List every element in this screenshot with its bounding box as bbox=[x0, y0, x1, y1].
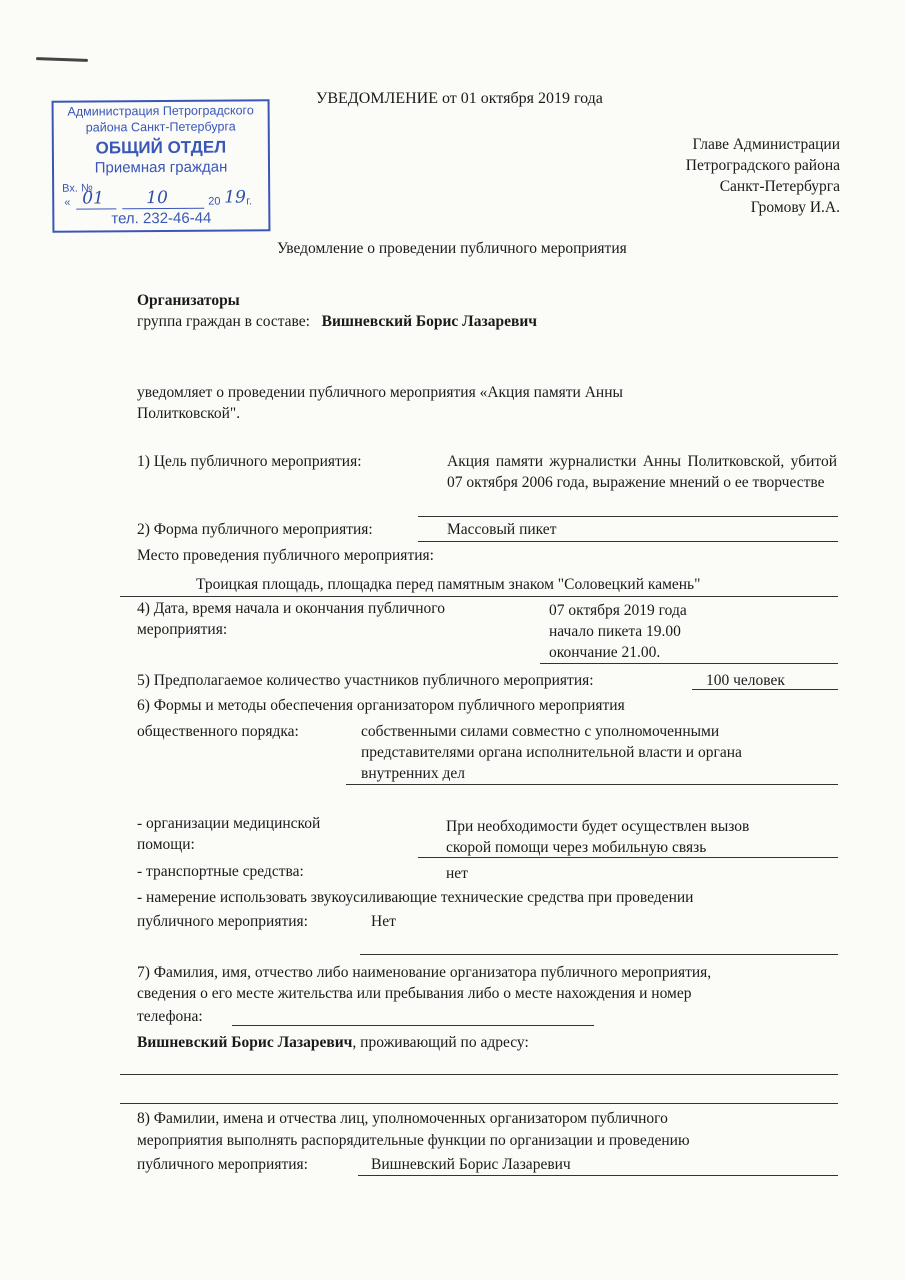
date-label-line1: 4) Дата, время начала и окончания публичного bbox=[137, 600, 445, 617]
sound-label-line1: - намерение использовать звукоусиливающие технические средства при проведении bbox=[137, 889, 694, 906]
authorized-value: Вишневский Борис Лазаревич bbox=[371, 1156, 571, 1173]
organizer-name: Вишневский Борис Лазаревич bbox=[137, 1034, 353, 1051]
count-label: 5) Предполагаемое количество участников публичного мероприятия: bbox=[137, 672, 594, 689]
organizer-address bbox=[137, 1032, 529, 1053]
organizer-label-line1: 7) Фамилия, имя, отчество либо наименование организатора публичного мероприятия, bbox=[137, 964, 712, 981]
methods-label: 6) Формы и методы обеспечения организатором публичного мероприятия bbox=[137, 697, 625, 714]
stamp-subtitle: Приемная граждан bbox=[94, 158, 228, 177]
stamp-year-prefix: 20 bbox=[208, 195, 221, 208]
form-value: Массовый пикет bbox=[447, 521, 557, 538]
stamp-title: ОБЩИЙ ОТДЕЛ bbox=[95, 137, 227, 158]
order-value-line3: внутренних дел bbox=[361, 765, 465, 782]
medical-underline bbox=[418, 857, 838, 858]
date-label-line2: мероприятия: bbox=[137, 621, 228, 638]
intro-line2: Политковской". bbox=[137, 405, 241, 422]
place-label: Место проведения публичного мероприятия: bbox=[137, 547, 434, 564]
purpose-value: Акция памяти журналистки Анны Политковской, убитой 07 октября 2006 года, выражение мнений о ее творчестве bbox=[447, 453, 837, 491]
stamp-line2: района Санкт-Петербурга bbox=[85, 119, 236, 135]
order-value-line1: собственными силами совместно с уполномоченными bbox=[361, 723, 720, 740]
form-label: 2) Форма публичного мероприятия: bbox=[137, 521, 373, 538]
organizers-heading: Организаторы bbox=[137, 292, 240, 309]
medical-value-line1: При необходимости будет осуществлен вызов bbox=[446, 818, 750, 835]
form-underline bbox=[418, 541, 838, 542]
addressee-line3: Санкт-Петербурга bbox=[719, 178, 840, 195]
order-label: общественного порядка: bbox=[137, 723, 299, 740]
organizers-group-name: Вишневский Борис Лазаревич bbox=[321, 313, 538, 330]
date-value-line2: начало пикета 19.00 bbox=[549, 623, 681, 640]
transport-value: нет bbox=[446, 865, 468, 882]
order-underline bbox=[346, 784, 838, 785]
intro-line1: уведомляет о проведении публичного мероприятия «Акция памяти Анны bbox=[137, 384, 623, 401]
sound-label-line2: публичного мероприятия: bbox=[137, 913, 308, 930]
date-value-line1: 07 октября 2019 года bbox=[549, 602, 687, 619]
date-value-line3: окончание 21.00. bbox=[549, 644, 661, 661]
order-value-line2: представителями органа исполнительной власти и органа bbox=[361, 744, 742, 761]
authorized-label-line2: мероприятия выполнять распорядительные функции по организации и проведению bbox=[137, 1132, 690, 1149]
organizer-label-line2: сведения о его месте жительства или пребывания либо о месте нахождения и номер bbox=[137, 985, 692, 1002]
organizers-group-label: группа граждан в составе: bbox=[137, 313, 310, 330]
stamp-month: 10 bbox=[146, 187, 168, 209]
organizer-address-underline-1 bbox=[120, 1074, 838, 1075]
stamp-line1: Администрация Петроградского bbox=[67, 103, 254, 119]
stamp-phone: тел. 232-46-44 bbox=[111, 209, 212, 228]
place-value: Троицкая площадь, площадка перед памятным знаком "Соловецкий камень" bbox=[196, 576, 701, 593]
organizer-label-line3: телефона: bbox=[137, 1008, 203, 1025]
stamp-incoming-label: Вх. № bbox=[62, 182, 93, 195]
place-underline bbox=[120, 596, 838, 597]
count-value: 100 человек bbox=[706, 672, 785, 689]
stamp-year: 19 bbox=[224, 187, 246, 208]
date-underline bbox=[540, 663, 838, 664]
stamp-day: 01 bbox=[82, 188, 104, 209]
transport-label: - транспортные средства: bbox=[137, 863, 304, 880]
sound-underline bbox=[360, 954, 838, 955]
medical-value-line2: скорой помощи через мобильную связь bbox=[446, 839, 707, 856]
registration-stamp bbox=[52, 99, 271, 233]
scan-mark bbox=[36, 57, 88, 62]
authorized-label-line3: публичного мероприятия: bbox=[137, 1156, 308, 1173]
authorized-underline bbox=[358, 1175, 838, 1176]
document-title: УВЕДОМЛЕНИЕ от 01 октября 2019 года bbox=[316, 90, 603, 107]
stamp-open-quote: « bbox=[64, 196, 71, 209]
document-subject: Уведомление о проведении публичного мероприятия bbox=[277, 240, 627, 257]
addressee-line2: Петроградского района bbox=[685, 157, 840, 174]
stamp-year-suffix: г. bbox=[246, 195, 253, 208]
purpose-underline bbox=[418, 516, 838, 517]
medical-label-line2: помощи: bbox=[137, 836, 195, 853]
medical-label-line1: - организации медицинской bbox=[137, 815, 321, 832]
sound-value: Нет bbox=[371, 913, 396, 930]
authorized-label-line1: 8) Фамилии, имена и отчества лиц, уполномоченных организатором публичного bbox=[137, 1110, 668, 1127]
organizer-phone-underline bbox=[232, 1025, 594, 1026]
purpose-label: 1) Цель публичного мероприятия: bbox=[137, 453, 362, 470]
organizers-group bbox=[137, 311, 537, 332]
organizer-address-underline-2 bbox=[120, 1103, 838, 1104]
organizer-address-label: , проживающий по адресу: bbox=[352, 1034, 529, 1051]
count-underline bbox=[692, 689, 838, 690]
addressee-line4: Громову И.А. bbox=[750, 199, 840, 216]
addressee-line1: Главе Администрации bbox=[692, 136, 840, 153]
